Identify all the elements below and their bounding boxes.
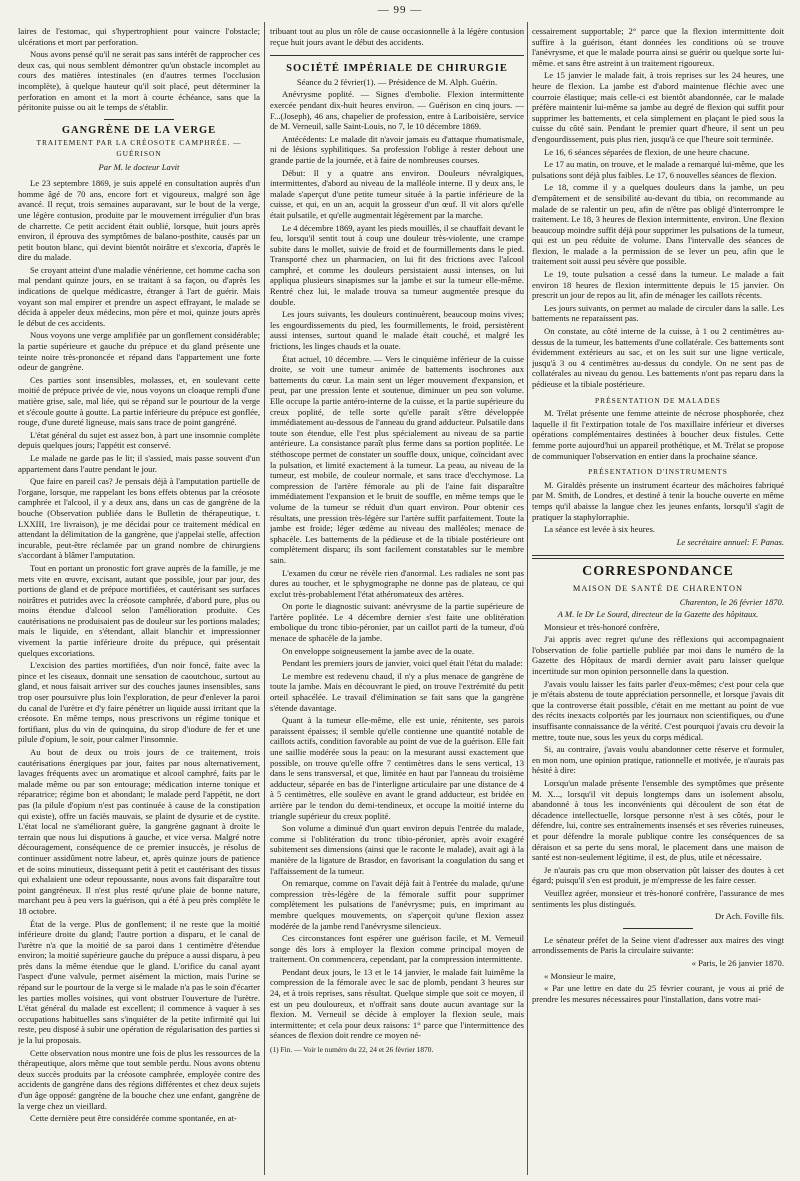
paragraph: Cette observation nous montre une fois de plus les ressources de la thérapeutique, alors même que tout semble perdu. Nous avons obtenu deux succès produits par la créosote camphrée, employée contre des accidents de gangrène dans des régions différentes et chez deux sujets d'un âge opposé: gangrène de la bouche chez une enfant, gangrène de la verge chez un vieillard. <box>18 1047 260 1111</box>
page-number: — 99 — <box>377 4 423 16</box>
paragraph: J'avais voulu laisser les faits parler d'eux-mêmes; c'est pour cela que je m'étais abstenu de toute appréciation personnelle, et lorsque j'avais dit que la controverse était possible, c'était en me mettant au point de vue des récits inexacts colportés par les journaux non scientifiques, ou d'une insuffisante connaissance de la vérité. C'est pourquoi j'avais cru devoir la mettre, toute nue, sous les yeux du corps médical. <box>532 678 784 742</box>
paragraph: J'ai appris avec regret qu'une des réflexions qui accompagnaient l'observation de folie partielle publiée par moi dans le numéro de la Gazette des Hôpitaux de mardi dernier avait paru laisser quelque incertitude sur mon opinion personnelle dans la question. <box>532 634 784 677</box>
paragraph: Je n'aurais pas cru que mon observation pût laisser des doutes à cet égard; puisqu'il s'en est produit, je m'empresse de les faire cesser. <box>532 864 784 886</box>
letter-body <box>532 634 784 909</box>
divider <box>532 555 784 559</box>
letter-signature: Dr Ach. Foville fils. <box>715 911 784 922</box>
society-continuation <box>532 26 784 390</box>
paragraph: L'excision des parties mortifiées, d'un noir foncé, faite avec la pince et les ciseaux, donnait une sensation de caoutchouc, surtout au gland, et nous faisait arriver sur des couches jaunes insensibles, sans trop oser poursuivre plus loin l'exploration, de peur d'enlever la paroi du canal de l'urètre et d'y faire pénétrer un liquide aussi irritant que la créosote. En même temps, nous prescrivons un régime tonique et fortifiant, plus du vin de quinquina, du sirop d'iodure de fer et une pilule d'opium, le soir, pour calmer l'insomnie. <box>18 660 260 745</box>
paragraph: Le 17 au matin, on trouve, et le malade a remarqué lui-même, que les pulsations sont déjà plus faibles. Le 17, 6 nouvelles séances de flexion. <box>532 159 784 180</box>
session-line: Séance du 2 février(1). — Présidence de M. Alph. Guérin. <box>296 76 498 87</box>
column-3 <box>532 26 784 1175</box>
paragraph: Se croyant atteint d'une maladie vénérienne, cet homme cacha son mal pendant quinze jours, en se traitant à sa façon, ou d'après les indications de quelque médicastre, étranger à l'art de guérir. Mais voyant son mal empirer et prendre un aspect effrayant, le malade se décida à appeler deux médecins, mon père et moi, quinze jours après le début de ces accidents. <box>18 264 260 328</box>
paragraph: Le malade ne garde pas le lit; il s'assied, mais passe souvent d'un appartement dans l'autre pendant le jour. <box>18 452 260 474</box>
paragraph: Que faire en pareil cas? Je pensais déjà à l'amputation partielle de l'organe, lorsque, me rappelant les bons effets obtenus par la créosote camphrée et l'alcool, il y a deux ans, dans un cas de gangrène de la bouche (Observation publiée dans le Bulletin de thérapeutique, t. LXXIII, 1re livraison), je me décidai pour ce traitement médical en attendant la délimitation de la gangrène, que j'appelai stelle, affection incurable, peut-être réclamée par un grand nombre de chirurgiens s'accordant à blâmer l'amputation. <box>18 476 260 561</box>
paragraph: Nous avons pensé qu'il ne serait pas sans intérêt de rapprocher ces deux cas, qui nous semblent démontrer qu'un obstacle incomplet au cours des matières intestinales (en d'autres termes l'occlusion incomplète), à quelque hauteur qu'il soit placé, peut déterminer la perforation en amont et la mort à courte échéance, sans que la péritonite puisse ou ait le temps de s'établir. <box>18 49 260 113</box>
paragraph: Antécédents: Le malade dit n'avoir jamais eu d'attaque rhumatismale, ni de lésions syphilitiques. Sa profession l'oblige à rester debout une grande partie de la journée, et à faire de nombreuses courses. <box>270 133 524 165</box>
paragraph: Au bout de deux ou trois jours de ce traitement, trois cautérisations énergiques par jour, faites par nous alternativement, lavages fréquents avec un aromatique et alcool camphré, faits par le malade même ou par son entourage; médication interne tonique et réparatrice; régime bon et abondant; le malade perd l'appétit, ne dort pas (la pilule d'opium n'est pas continuée à cause de la constipation qui existe), offre un faciès mauvais, se plaint de dysurie et de cystite. L'état local ne s'améliorant guère, la gangrène gagnant à droite le terrain que nous lui disputions à gauche, et vice versa. Malgré notre découragement, conséquence de ce premier insuccès, je résolus de continuer assidûment notre labeur, et, après quinze jours de patience et de soins minutieux, dissequant petit à petit et cautérisant des tissus qui exhalaient une odeur repoussante, nous avons fait disparaître tout point gangréneux. Il n'est plus resté qu'une plaie de bonne nature, marchant peu à peu vers la guérison, qui a été à peu près complète le 18 octobre. <box>18 747 260 916</box>
paragraph: Lorsqu'un malade présente l'ensemble des symptômes que présente M. X..., lorsqu'il vit depuis longtemps dans un isolement absolu, abandonné à tous les inconvénients qui découlent de son état de décadence intellectuelle, lorsque personne n'est à ses côtés, pour le défendre, lui, contre ses entraînements insensés et ses rêveries ruineuses, et pour défendre la morale publique contre les conséquences de sa déraison et sa perte du sens moral, le placement dans une maison de santé est non-seulement légitime, il est, de plus, utile et nécessaire. <box>532 778 784 863</box>
paragraph: État de la verge. Plus de gonflement; il ne reste que la moitié inférieure droite du gland; l'autre portion a disparu, et le canal de l'urètre n'a que la moitié de sa paroi dans 1 centimètre d'étendue environ; la moitié supérieure gauche du prépuce a aussi disparu, à peu près dans la même étendue que le gland. L'orifice du canal ayant l'aspect d'une valvule, permet aisément la miction, mais l'urine se répand sur le pourtour de la verge si le malade n'a pas le soin d'écarter les parties molles voisines, qui vont obstruer l'ouverture de l'urètre. L'état général du malade est excellent; il commence à vaquer à ses occupations habituelles sans s'inquiéter de la petite infirmité qui lui reste, peu disposé à subir une opération de régularisation des parties si je la lui proposais. <box>18 918 260 1046</box>
paragraph: Le 4 décembre 1869, ayant les pieds mouillés, il se chauffait devant le feu, lorsqu'il sentit tout à coup une douleur très-violente, une crampe subite dans le mollet, suivie de froid et de fourmillements dans le pied. Transporté chez un pharmacien, on lui fit des frictions avec l'alcool camphré, et comme les douleurs persistaient aussi intenses, on lui appliqua plusieurs sinapismes sur la jambe et sur la tumeur elle-même. Rentré chez lui, le malade trouva sa tumeur augmentée presque du double. <box>270 222 524 307</box>
maison-title: MAISON DE SANTÉ DE CHARENTON <box>572 583 744 593</box>
session-end: La séance est levée à six heures. <box>544 524 655 535</box>
circular-salutation: « Monsieur le maire, <box>544 970 616 981</box>
paragraph: cessairement supportable; 2° parce que la flexion intermittente doit suffire à la guérison, étant données les conditions où se trouve l'anévrysme, et que le malade pourra ainsi se guérir ou quelque sorte lui-même. et sans être astreint à un traitement rigoureux. <box>532 26 784 68</box>
paragraph: « Par une lettre en date du 25 février courant, je vous ai prié de prendre les mesures nécessaires pour l'installation, dans votre mai- <box>532 983 784 1004</box>
circular-date: « Paris, le 26 janvier 1870. <box>691 957 784 968</box>
column-2 <box>270 26 524 1175</box>
paragraph: Veuillez agréer, monsieur et très-honoré confrère, l'assurance de mes sentiments les plus distingués. <box>532 887 784 909</box>
column-1 <box>18 26 260 1175</box>
paragraph: Le 19, toute pulsation a cessé dans la tumeur. Le malade a fait environ 18 heures de flexion intermittente depuis le 15 janvier. On prescrit un jour de repos au lit, afin de ménager les caillots récents. <box>532 269 784 301</box>
article-body <box>18 178 260 1124</box>
paragraph: Le 15 janvier le malade fait, à trois reprises sur les 24 heures, une heure de flexion. La jambe est d'abord maintenue fléchie avec une courroie élastique; mais celle-ci est bientôt abandonnée, car le malade préfère maintenir lui-même sa jambe au degré de flexion qui suffit pour supprimer les battements, et cela simplement en plaçant le pied sous la cuisse du côté sain. Pendant le premier quart d'heure, il sent un peu d'engourdissement, puis plus rien, jusqu'à ce que l'heure soit terminée. <box>532 70 784 144</box>
paragraph: On remarque, comme on l'avait déjà fait à l'entrée du malade, qu'une compression très-légère de la fémorale suffit pour supprimer complètement les pulsations de l'anévrysme; puis, en imprimant au membre quelques mouvements, on s'aperçoit qu'une flexion assez modérée de la jambe rend l'anévrysme silencieux. <box>270 878 524 931</box>
paragraph: Le 18, comme il y a quelques douleurs dans la jambe, un peu d'empâtement et de sensibilité au-devant du tibia, on recommande au malade de se ralentir un peu, afin de n'être pas obligé d'interrompre le traitement. Le 18, 3 heures de flexion intermittente, environ. Une flexion beaucoup moindre suffit déjà pour supprimer les pulsations de la tumeur, qui est un peu réduite de volume. Dans l'intervalle des séances de flexion, le malade a la permission de se lever un peu, afin que le traitement soit aussi peu sévère que possible. <box>532 182 784 267</box>
paragraph: Si, au contraire, j'avais voulu abandonner cette réserve et formuler, en mon nom, une opinion pratique, rationnelle et motivée, je n'aurais pas hésité à dire: <box>532 744 784 776</box>
paragraph: L'examen du cœur ne révèle rien d'anormal. Les radiales ne sont pas dures au toucher, et le sphygmographe ne donne pas de plateau, ce qui exclut très-probablement l'état athéromateux des artères. <box>270 567 524 599</box>
intro-text <box>18 26 260 113</box>
article-subtitle: TRAITEMENT PAR LA CRÉOSOTE CAMPHRÉE. — GUÉRISON <box>36 138 242 158</box>
paragraph: Début: Il y a quatre ans environ. Douleurs névralgiques, intermittentes, d'abord au niveau de la malléole interne. Il y deux ans, le malade s'aperçut d'une petite tumeur située à la partie inférieure de la cuisse, et qui, en un an, acquit la grosseur d'un œuf. Il vit alors qu'elle était pulsatile, et qu'elle augmentait légèrement par la marche. <box>270 167 524 220</box>
article-title: GANGRÈNE DE LA VERGE <box>61 124 217 136</box>
column-rule-2 <box>527 22 528 1175</box>
paragraph: Le 23 septembre 1869, je suis appelé en consultation auprès d'un homme âgé de 70 ans, encore fort et vigoureux, malgré son âge avancé. Il reçut, trois semaines auparavant, sur le bout de la verge, une légère contusion, produite par le mouvement irrégulier d'un bras de charrette. Ce petit accident était oublié, lorsque, huit jours après environ, il éprouva des symptômes de balano-posthite, causés par un petit bouton blanc, qui devint bientôt noirâtre et s'excoria, d'après le dire du malade. <box>18 178 260 263</box>
column-rule-1 <box>264 22 265 1175</box>
paragraph: Ces circonstances font espérer une guérison facile, et M. Verneuil songe dès lors à employer la flexion comme principal moyen de traitement. On commencera, cependant, par la compression intermittente. <box>270 933 524 965</box>
society-title: SOCIÉTÉ IMPÉRIALE DE CHIRURGIE <box>286 63 508 75</box>
paragraph: Le membre est redevenu chaud, il n'y a plus menace de gangrène de toute la jambe. Mais en découvrant le pied, on trouve l'extrémité du petit orteil sphacélée. Le travail d'élimination se fait sans que la gangrène s'étende davantage. <box>270 670 524 713</box>
letter-address: A M. le Dr Le Sourd, directeur de la Gazette des hôpitaux. <box>557 609 759 620</box>
society-body <box>270 89 524 1041</box>
paragraph: Les jours suivants, on permet au malade de circuler dans la salle. Les battements ne reparaissent pas. <box>532 302 784 324</box>
paragraph: On constate, au côté interne de la cuisse, à 1 ou 2 centimètres au-dessus de la tumeur, les battements d'une collatérale. Ces battements sont évidemment extérieurs au sac, et on les suit sur une ligne verticale, jusqu'à 3 ou 4 centimètres au-dessus du condyle. On ne sent pas de collatérales au niveau du genou. Les battements n'ont pas reparu dans la pédieuse et la tibiale postérieure. <box>532 326 784 389</box>
paragraph: Tout en portant un pronostic fort grave auprès de la famille, je me mets vite en œuvre, excisant, autant que possible, jour par jour, des portions de gland et de prépuce mortifiées, et cautérisant ses surfaces noirâtres et putrides avec la créosote camphrée, d'abord pure, plus ou moins étendue d'alcool selon l'amélioration produite. Ces cautérisations ne produisaient pas de douleur sur les portions malades; mais le liquide, en s'étendant, allait blanchir et impressionner vivement la partie inférieure droite du prépuce, qui présentait quelques excoriations. <box>18 562 260 658</box>
paragraph: Quant à la tumeur elle-même, elle est unie, rénitente, ses parois paraissent épaisses; il semble qu'elle contienne une quantité notable de caillots actifs, condition favorable au point de vue de la guérison. Elle fait une saillie modérée sous la peau: on la mesurant aussi exactement que possible, on trouve qu'elle offre 7 centimètres dans le sens vertical, 13 dans le sens transversal, et que, limitée en haut par l'anneau du troisième adducteur, séparée en bas de l'interligne articulaire par une distance de 4 à 5 centimètres, elle soulève en avant le grand adducteur, est bridée en arrière par le tendon du demi-tendineux, et occupe la moitié interne du triangle supérieur du creux poplité. <box>270 715 524 821</box>
paragraph: Son volume a diminué d'un quart environ depuis l'entrée du malade, comme si l'oblitération du tronc tibio-péronier, après avoir exagéré subitement ses dimensions (ainsi que le raconte le malade), avait agi à la manière de la ligature de Brasdor, en favorisant la coagulation du sang et l'affaissement de la tumeur. <box>270 823 524 876</box>
paragraph: Le sénateur préfet de la Seine vient d'adresser aux maires des vingt arrondissements de Paris la circulaire suivante: <box>532 934 784 956</box>
paragraph: On porte le diagnostic suivant: anévrysme de la partie supérieure de l'artère poplitée. Le 4 décembre dernier s'est faite une oblitération embolique du tronc tibio-péronier, par un caillot parti de la tumeur, d'où menace de sphacèle de la jambe. <box>270 601 524 644</box>
paragraph: Pendant deux jours, le 13 et le 14 janvier, le malade fait luimême la compression de la fémorale avec le sac de plomb, pendant 3 heures sur 24, et à trois reprises, sans résultat. Quelque simple que soit ce moyen, il est un peu douloureux, et n'offrait sans doute aucun avantage sur la flexion. M. Verneuil se décide à employer la flexion seule, mais intermittente; et cela pour deux raisons: 1° parce que l'intermittence des séances de flexion doit rendre ce moyen né- <box>270 966 524 1041</box>
paragraph: M. Trélat présente une femme atteinte de nécrose phosphorée, chez laquelle il fit l'extirpation totale de l'os maxillaire inférieur et diverses opérations complémentaires destinées à boucher deux fistules. Cette femme porte aujourd'hui un appareil prothétique, et M. Trélat se propose de communiquer l'observation en entier dans la prochaine séance. <box>532 408 784 461</box>
paragraph: L'état général du sujet est assez bon, à part une insomnie complète depuis quelques jours; l'appétit est conservé. <box>18 429 260 451</box>
secretary-signature: Le secrétaire annuel: F. Panas. <box>676 536 784 547</box>
paragraph: Le 16, 6 séances séparées de flexion, de une heure chacune. <box>544 146 750 157</box>
divider <box>623 928 693 929</box>
divider <box>270 55 524 56</box>
paragraph: laires de l'estomac, qui s'hypertrophient pour vaincre l'obstacle; ulcérations et mort par perforation. <box>18 26 260 47</box>
letter-date: Charenton, le 26 février 1870. <box>679 596 784 607</box>
paragraph: État actuel, 10 décembre. — Vers le cinquième inférieur de la cuisse droite, se voit une tumeur animée de battements isochrones aux battements du cœur. La main sent un léger mouvement d'expansion, et peut, par une pression lente et soutenue, diminuer un peu son volume. Elle occupe la partie antéro-interne de la cuisse, et la partie supérieure du creux poplité, de telle sorte qu'elle paraît s'être développée immédiatement au-dessous de l'anneau du grand adducteur. Pulsatile dans toute son étendue, elle l'est plus spécialement au niveau de sa partie antérieure. La consistance paraît plus ferme dans sa portion poplitée. Le stéthoscope permet de constater un souffle doux, unique, coïncidant avec la pulsation, et limité exactement à la tumeur. La peau, au niveau de la tumeur, est mobile, de couleur normale, et sans trace d'ecchymose. La compression de l'artère fémorale au pli de l'aine fait disparaître immédiatement l'expansion et le bruit de souffle, en même temps que le volume de la tumeur se réduit d'un quart environ. Pour obtenir ces résultats, une pression très-légère sur l'artère suffit parfaitement. Toute la jambe est froide; léger œdème au niveau des malléoles; menace de sphacèle. Les battements de la pédieuse et de la tibiale postérieure ont complètement disparu; ils sont facilement constatables sur le membre sain. <box>270 353 524 565</box>
paragraph: tribuant tout au plus un rôle de cause occasionnelle à la légère contusion reçue huit jours avant le début des accidents. <box>270 26 524 47</box>
paragraph: Les jours suivants, les douleurs continuèrent, beaucoup moins vives; les engourdissements du pied, les fourmillements, le froid, persistèrent aussi intenses, surtout quand le malade était couché, et malgré les frictions, les linges chauds et la ouate. <box>270 309 524 352</box>
article-author: Par M. le docteur Lavit <box>98 161 180 172</box>
paragraph: Ces parties sont insensibles, molasses, et, en soulevant cette moitié de prépuce privée de vie, nous voyons un cloaque rempli d'une matière grise, sale, mal liée, qui se répand sur le pourtour de la verge et s'écoule goutte à goutte. La partie inférieure du prépuce est gonflée, rouge, d'une dureté ligneuse, mais sans trace de point gangréné. <box>18 374 260 428</box>
section-title-instruments: PRÉSENTATION D'INSTRUMENTS <box>588 467 728 477</box>
paragraph: Cette dernière peut être considérée comme spontanée, en at- <box>30 1113 237 1124</box>
letter-salutation: Monsieur et très-honoré confrère, <box>544 621 660 632</box>
divider <box>104 119 174 120</box>
paragraph: M. Giraldès présente un instrument écarteur des mâchoires fabriqué par M. Smith, de Londres, et destiné à tenir la bouche ouverte en même temps qu'il abaisse la langue chez les jeunes enfants, lorsqu'il s'agit de pratiquer la staphylorraphie. <box>532 479 784 522</box>
paragraph: Nous voyons une verge amplifiée par un gonflement considérable; la partie supérieure et gauche du prépuce et du gland présente une teinte noire très-prononcée et répand dans l'appartement une forte odeur de gangrène. <box>18 330 260 373</box>
section-title-malades: PRÉSENTATION DE MALADES <box>595 395 721 405</box>
footnote: (1) Fin. — Voir le numéro du 22, 24 et 26 février 1870. <box>270 1045 434 1055</box>
paragraph: On enveloppe soigneusement la jambe avec de la ouate. <box>282 645 475 656</box>
paragraph: Anévrysme poplité. — Signes d'embolie. Flexion intermittente exercée pendant dix-huit heures environ. — Guérison en cinq jours. — F...(Joseph), 46 ans, chapelier de profession, entre à Lariboisière, service de M. Verneuil, salle Saint-Louis, no 7, le 10 décembre 1869. <box>270 89 524 132</box>
correspondence-title: CORRESPONDANCE <box>582 564 734 580</box>
paragraph: Pendant les premiers jours de janvier, voici quel était l'état du malade: <box>282 658 523 669</box>
